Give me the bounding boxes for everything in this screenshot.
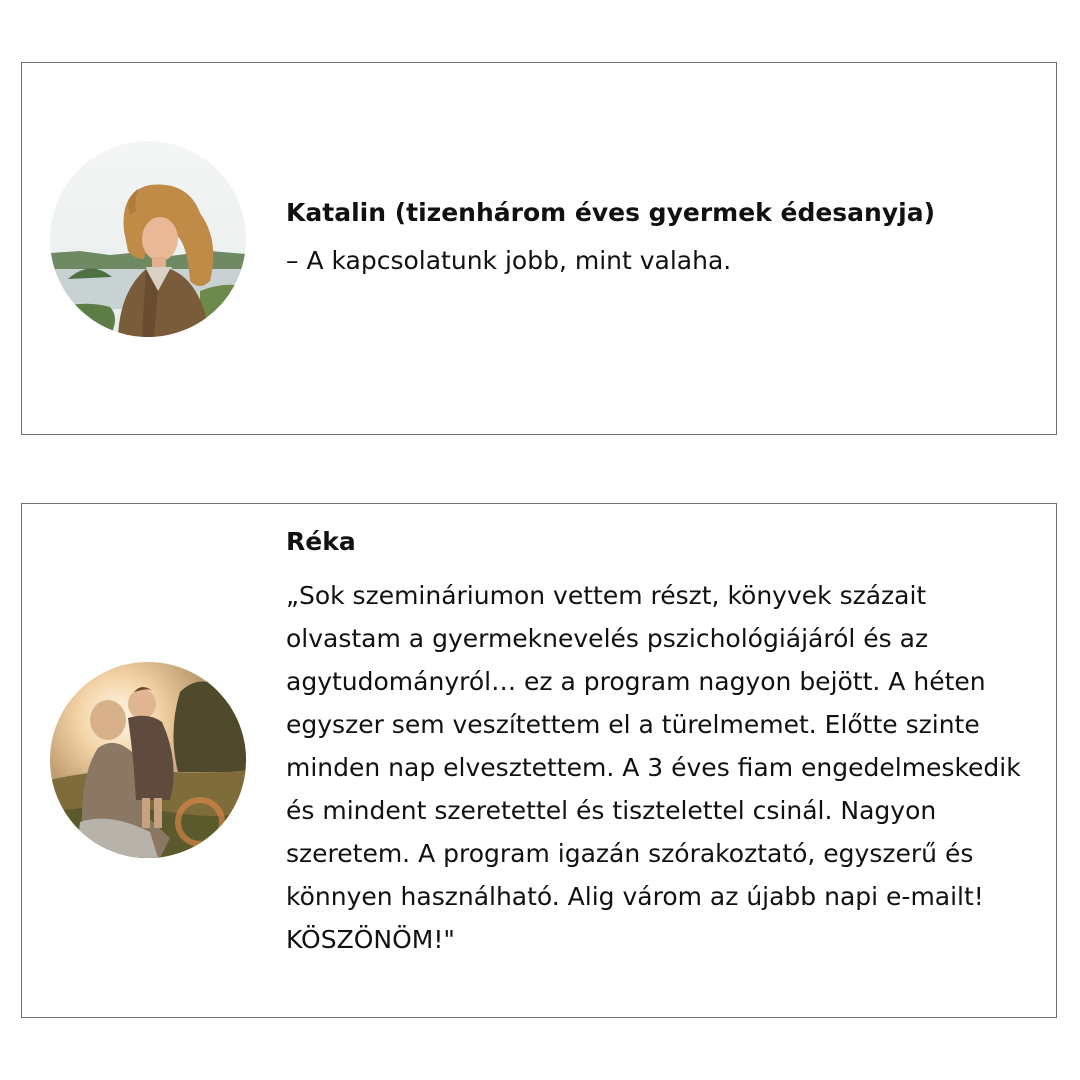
testimonial-author: Katalin (tizenhárom éves gyermek édesanyja) <box>286 198 935 227</box>
testimonial-text <box>286 520 1034 961</box>
mother-child-sunset-photo-icon <box>50 662 246 858</box>
avatar <box>50 662 246 858</box>
testimonial-quote: „Sok szemináriumon vettem részt, könyvek százait olvastam a gyermeknevelés pszichológiájáról és az agytudományról… ez a program nagyon bejött. A héten egyszer sem veszítettem el a türelmemet. Előtte szinte minden nap elvesztettem. A 3 éves fiam engedelmeskedik és mindent szeretettel és tisztelettel csinál. Nagyon szeretem. A program igazán szórakoztató, egyszerű és könnyen használható. Alig várom az újabb napi e-mailt! KÖSZÖNÖM!" <box>286 581 1021 954</box>
testimonial-author: Réka <box>286 527 356 556</box>
testimonial-card-katalin <box>21 62 1057 435</box>
testimonial-card-reka <box>21 503 1057 1018</box>
testimonial-quote: – A kapcsolatunk jobb, mint valaha. <box>286 246 732 275</box>
avatar <box>50 141 246 337</box>
testimonial-text <box>286 191 1034 282</box>
woman-portrait-photo-icon <box>50 141 246 337</box>
